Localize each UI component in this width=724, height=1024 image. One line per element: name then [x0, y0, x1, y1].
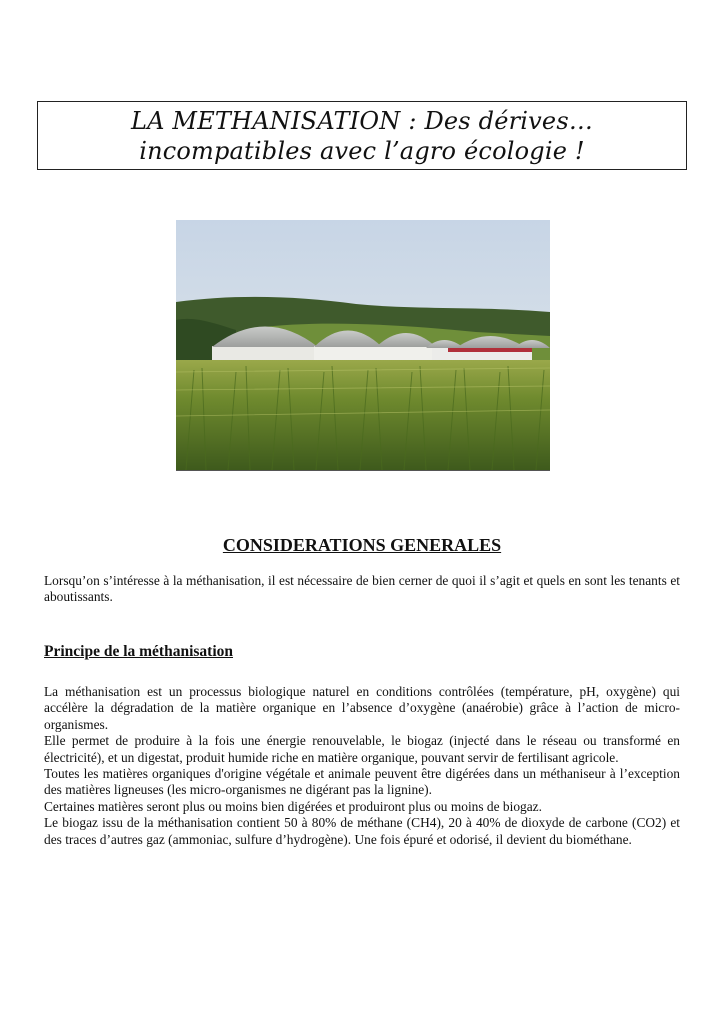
methanisation-photo-graphic: [176, 220, 550, 470]
title-line-1: LA METHANISATION : Des dérives…: [130, 106, 594, 135]
principe-heading: Principe de la méthanisation: [44, 643, 234, 660]
principe-paragraph: La méthanisation est un processus biologique naturel en conditions contrôlées (température, pH, oxygène) qui accélère la dégradation de la matière organique en l’absence d’oxygène (anaérobie) grâce à l’action de micro-organismes.: [44, 684, 680, 732]
section-heading: CONSIDERATIONS GENERALES: [222, 535, 502, 555]
methanisation-photo: [176, 220, 550, 471]
title-box: [37, 101, 687, 170]
title-line-2: incompatibles avec l’agro écologie !: [139, 136, 585, 165]
principe-paragraph: Le biogaz issu de la méthanisation contient 50 à 80% de méthane (CH4), 20 à 40% de dioxyde de carbone (CO2) et des traces d’autres gaz (ammoniac, sulfure d’hydrogène). Une fois épuré et odorisé, il devient du biométhane.: [44, 815, 680, 847]
principe-paragraph: Certaines matières seront plus ou moins bien digérées et produiront plus ou moins de biogaz.: [44, 798, 542, 814]
principe-paragraph: Toutes les matières organiques d'origine végétale et animale peuvent être digérées dans un méthaniseur à l’exception des matières ligneuses (les micro-organismes ne digérant pas la lignine).: [44, 766, 680, 798]
principe-paragraph: Elle permet de produire à la fois une énergie renouvelable, le biogaz (injecté dans le réseau ou transformé en électricité), et un digestat, produit humide riche en matière organique, pouvant servir de fertilisant agricole.: [44, 733, 680, 765]
principe-body: [44, 684, 680, 848]
intro-paragraph: Lorsqu’on s’intéresse à la méthanisation, il est nécessaire de bien cerner de quoi il s’agit et quels en sont les tenants et aboutissants.: [44, 573, 680, 605]
